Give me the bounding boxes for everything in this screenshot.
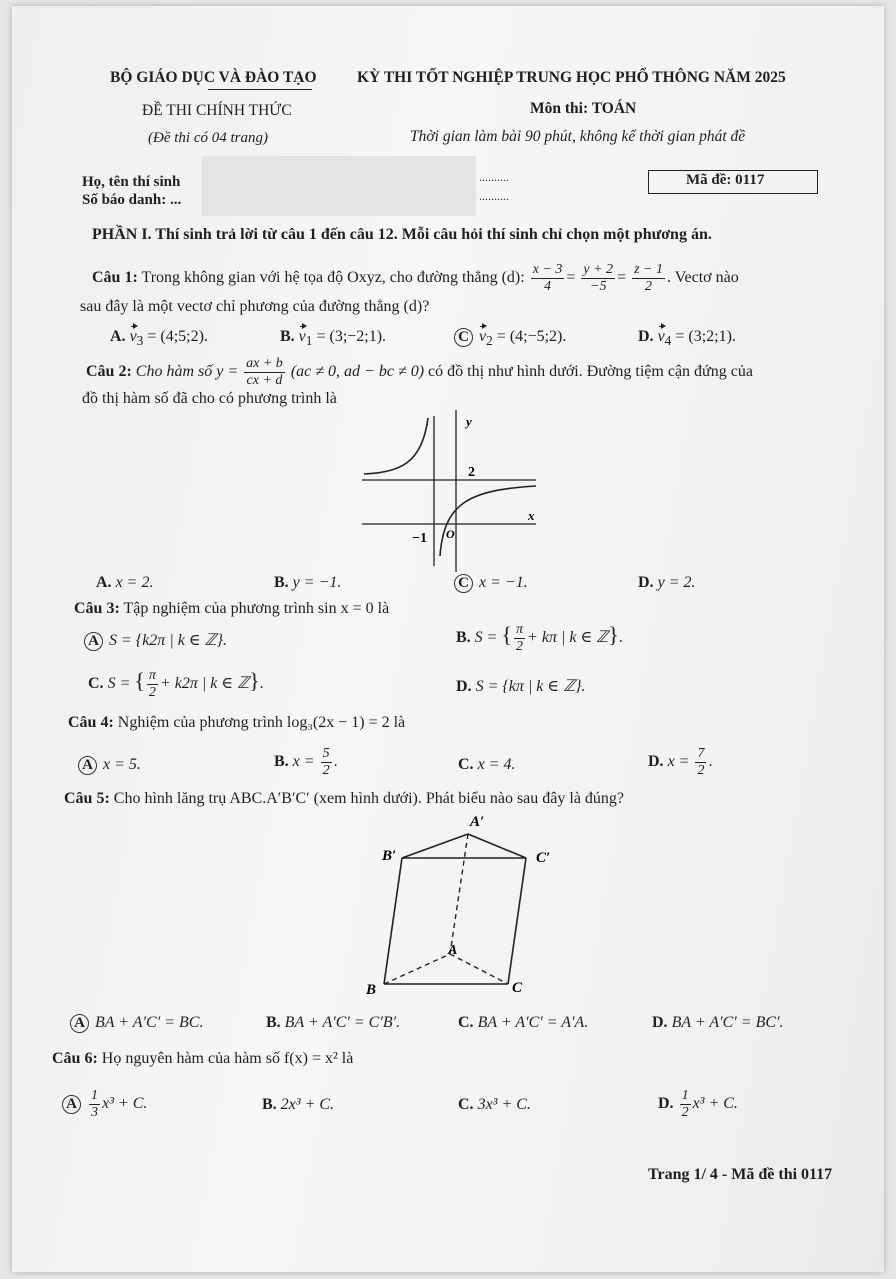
y-axis-label: y — [466, 414, 472, 429]
part1-heading: PHẦN I. Thí sinh trả lời từ câu 1 đến câu 12. Mỗi câu hỏi thí sinh chỉ chọn một phương án. — [92, 226, 712, 243]
page-footer: Trang 1/ 4 - Mã đề thi 0117 — [648, 1166, 833, 1183]
q2-option-d: D. y = 2. — [638, 574, 696, 591]
left-branch — [364, 418, 428, 474]
q4-option-d: D. x = $\frac{7}{2}$ . — [648, 746, 713, 778]
sbd-dots: .......... — [479, 189, 509, 203]
hyperbola-graph — [360, 406, 540, 574]
q5-option-b: B. BA + A′C′ = C′B′. — [266, 1014, 401, 1031]
official-label: ĐỀ THI CHÍNH THỨC — [142, 102, 292, 119]
q1-option-a: A. $v_3$ = (4;5;2). — [110, 328, 208, 349]
q3-option-b: B. S = { $\frac{\pi}{2}$ + kπ | k ∈ ℤ}. — [456, 622, 623, 654]
answer-mark-circle: A — [62, 1095, 81, 1114]
answer-mark-circle: C — [454, 574, 473, 593]
name-dots: .......... — [479, 170, 509, 184]
edge-b1-b — [384, 858, 402, 984]
time-note: Thời gian làm bài 90 phút, không kể thời gian phát đề — [410, 128, 746, 145]
question-3: Câu 3: Tập nghiệm của phương trình sin x = 0 là — [74, 600, 390, 617]
q6-option-c: C. 3x³ + C. — [458, 1096, 531, 1113]
q2-option-c: C x = −1. — [458, 574, 528, 593]
vertex-c: C — [512, 980, 523, 996]
redacted-name-area — [202, 156, 476, 216]
q2-option-a: A. x = 2. — [96, 574, 154, 591]
q4-option-a: A x = 5. — [82, 756, 141, 775]
vertex-b: B — [366, 982, 377, 998]
q4-option-c: C. x = 4. — [458, 756, 516, 773]
question-1-line2: sau đây là một vectơ chỉ phương của đường thẳng (d)? — [80, 298, 430, 315]
edge-a1-a-hidden — [450, 834, 468, 954]
q2-option-b: B. y = −1. — [274, 574, 342, 591]
q6-option-d: D. $\frac{1}{2}$ x³ + C. — [658, 1088, 738, 1120]
vertex-b1: B′ — [382, 848, 397, 864]
vertex-a1: A′ — [470, 814, 485, 830]
answer-mark-circle: C — [454, 328, 473, 347]
question-6: Câu 6: Họ nguyên hàm của hàm số f(x) = x² là — [52, 1050, 354, 1067]
x-axis-label: x — [528, 508, 535, 523]
q5-option-c: C. BA + A′C′ = A′A. — [458, 1014, 589, 1031]
q4-option-b: B. x = $\frac{5}{2}$ . — [274, 746, 338, 778]
q6-option-a: A $\frac{1}{3}$ x³ + C. — [66, 1088, 147, 1121]
pages-note: (Đề thi có 04 trang) — [148, 130, 268, 146]
q3-option-c: C. S = { $\frac{\pi}{2}$ + k2π | k ∈ ℤ}. — [88, 668, 264, 700]
vertex-a: A — [448, 943, 458, 958]
q5-option-a: A BA + A′C′ = BC. — [74, 1014, 203, 1033]
edge-b-a-hidden — [384, 954, 450, 984]
q3-option-d: D. S = {kπ | k ∈ ℤ}. — [456, 678, 586, 695]
answer-mark-circle: A — [78, 756, 97, 775]
q1-option-c: C $v_2$ = (4;−5;2). — [458, 328, 566, 349]
edge-b1-a1 — [402, 834, 468, 858]
exam-title: KỲ THI TỐT NGHIỆP TRUNG HỌC PHỔ THÔNG NĂM 2025 — [357, 69, 786, 86]
question-2: Câu 2: Cho hàm số y = $\frac{ax + b}{cx + d}$ (ac ≠ 0, ad − bc ≠ 0) có đồ thị như hình dưới. Đường tiệm cận đứng của — [86, 356, 753, 388]
ministry-underline — [208, 89, 312, 90]
q1-option-d: D. $v_4$ = (3;2;1). — [638, 328, 736, 349]
edge-a1-c1 — [468, 834, 526, 858]
origin-label: O — [446, 527, 455, 541]
ma-de: Mã đề: 0117 — [686, 172, 765, 188]
subject-label: Môn thi: TOÁN — [530, 100, 637, 117]
answer-mark-circle: A — [84, 632, 103, 651]
q5-option-d: D. BA + A′C′ = BC′. — [652, 1014, 784, 1031]
edge-c1-c — [508, 858, 526, 984]
question-1: Câu 1: Trong không gian với hệ tọa độ Oxyz, cho đường thẳng (d): $\frac{x - 3}{4}$ = $\frac{y + 2}{-5}$ = $\frac{z - 1}{2}$ . Vectơ nào — [92, 262, 739, 294]
ministry: BỘ GIÁO DỤC VÀ ĐÀO TẠO — [110, 69, 317, 86]
exam-page — [12, 6, 884, 1272]
q6-option-b: B. 2x³ + C. — [262, 1096, 335, 1113]
fraction-z: $\frac{z - 1}{2}$ — [634, 262, 663, 294]
prism-figure — [346, 808, 566, 1008]
tick-y-2: 2 — [468, 465, 475, 480]
question-5: Câu 5: Cho hình lăng trụ ABC.A′B′C′ (xem hình dưới). Phát biểu nào sau đây là đúng? — [64, 790, 625, 807]
sbd-label: Số báo danh: ... — [82, 192, 182, 208]
edge-a-c-hidden — [450, 954, 508, 984]
tick-x-minus-1: −1 — [412, 531, 427, 546]
q3-option-a: A S = {k2π | k ∈ ℤ}. — [88, 630, 227, 651]
fraction-x: $\frac{x - 3}{4}$ — [532, 262, 563, 294]
right-branch — [440, 486, 536, 556]
question-2-line2: đồ thị hàm số đã cho có phương trình là — [82, 390, 337, 407]
q1-option-b: B. $v_1$ = (3;−2;1). — [280, 328, 387, 349]
fraction-y: $\frac{y + 2}{-5}$ — [583, 262, 614, 294]
answer-mark-circle: A — [70, 1014, 89, 1033]
vertex-c1: C′ — [536, 850, 551, 866]
name-label: Họ, tên thí sinh — [82, 174, 181, 190]
question-4: Câu 4: Nghiệm của phương trình log₃(2x − 1) = 2 là — [68, 714, 406, 731]
